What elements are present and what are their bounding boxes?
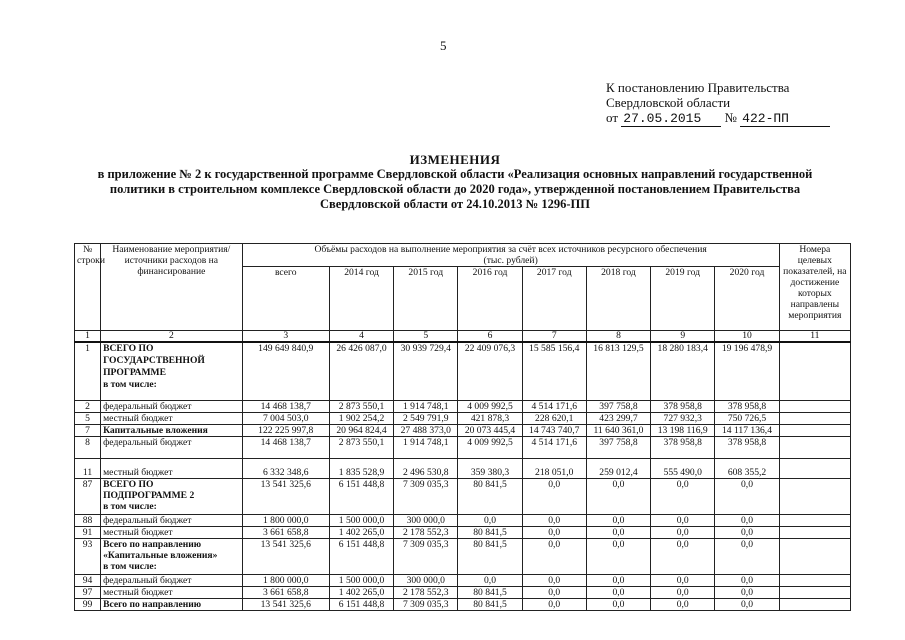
table-row	[75, 526, 851, 538]
value-cell: 0,0	[522, 574, 586, 586]
value-cell: 27 488 373,0	[394, 424, 458, 436]
value-cell: 727 932,3	[651, 412, 715, 424]
value-cell: 1 402 265,0	[329, 526, 393, 538]
row-name: местный бюджет	[103, 586, 173, 598]
table-row	[75, 598, 851, 610]
value-cell: 20 073 445,4	[458, 424, 522, 436]
target-cell	[779, 586, 850, 598]
value-cell: 7 309 035,3	[394, 478, 458, 514]
row-name-cell	[101, 598, 243, 610]
value-cell: 359 380,3	[458, 458, 522, 478]
table-row	[75, 458, 851, 478]
column-number: 8	[586, 331, 650, 343]
value-cell: 2 549 791,9	[394, 412, 458, 424]
value-cell: 15 585 156,4	[522, 342, 586, 400]
row-number: 8	[75, 436, 101, 458]
row-number: 99	[75, 598, 101, 610]
row-name: местный бюджет	[103, 526, 173, 538]
value-cell: 80 841,5	[458, 598, 522, 610]
approval-number: 422-ПП	[740, 111, 830, 127]
header-year: 2018 год	[586, 267, 650, 331]
table-row	[75, 574, 851, 586]
value-cell: 13 541 325,6	[242, 478, 329, 514]
row-number: 1	[75, 342, 101, 400]
value-cell: 13 198 116,9	[651, 424, 715, 436]
value-cell: 0,0	[651, 586, 715, 598]
value-cell: 4 514 171,6	[522, 436, 586, 458]
value-cell: 421 878,3	[458, 412, 522, 424]
column-number: 4	[329, 331, 393, 343]
row-name-cell	[101, 412, 243, 424]
title-line-1: в приложение № 2 к государственной программе Свердловской области «Реализация основных направлений государственной	[97, 167, 813, 181]
column-number: 2	[101, 331, 243, 343]
value-cell: 0,0	[715, 514, 779, 526]
row-subtitle: в том числе:	[103, 500, 157, 512]
row-number: 7	[75, 424, 101, 436]
value-cell: 300 000,0	[394, 514, 458, 526]
table-row	[75, 424, 851, 436]
row-name: федеральный бюджет	[103, 436, 192, 448]
value-cell: 2 178 552,3	[394, 586, 458, 598]
header-name: Наименование мероприятия/источники расходов на финансирование	[101, 244, 243, 331]
row-name-cell	[101, 478, 243, 514]
value-cell: 0,0	[586, 478, 650, 514]
value-cell: 0,0	[651, 574, 715, 586]
header-volumes	[242, 244, 779, 267]
row-name-cell	[101, 526, 243, 538]
value-cell: 378 958,8	[651, 436, 715, 458]
number-label: №	[724, 110, 737, 125]
value-cell: 0,0	[651, 598, 715, 610]
row-number: 97	[75, 586, 101, 598]
table-row	[75, 412, 851, 424]
value-cell: 22 409 076,3	[458, 342, 522, 400]
value-cell: 0,0	[651, 526, 715, 538]
header-units: (тыс. рублей)	[483, 255, 538, 266]
value-cell: 0,0	[522, 598, 586, 610]
approval-line-1: К постановлению Правительства	[606, 80, 790, 95]
value-cell: 1 914 748,1	[394, 436, 458, 458]
value-cell: 80 841,5	[458, 478, 522, 514]
table-row	[75, 538, 851, 574]
value-cell: 6 151 448,8	[329, 478, 393, 514]
header-volumes-text: Объёмы расходов на выполнение мероприятия за счёт всех источников ресурсного обеспечения	[314, 244, 707, 255]
title-heading: ИЗМЕНЕНИЯ	[409, 152, 501, 167]
row-name-cell	[101, 538, 243, 574]
value-cell: 1 500 000,0	[329, 514, 393, 526]
value-cell: 0,0	[715, 574, 779, 586]
value-cell: 555 490,0	[651, 458, 715, 478]
value-cell: 4 009 992,5	[458, 400, 522, 412]
value-cell: 14 743 740,7	[522, 424, 586, 436]
row-number: 93	[75, 538, 101, 574]
target-cell	[779, 526, 850, 538]
document-title	[60, 152, 850, 212]
value-cell: 0,0	[715, 538, 779, 574]
row-name-cell	[101, 458, 243, 478]
value-cell: 19 196 478,9	[715, 342, 779, 400]
value-cell: 80 841,5	[458, 526, 522, 538]
header-year: 2019 год	[651, 267, 715, 331]
column-number: 11	[779, 331, 850, 343]
row-name: ВСЕГО ПО ПОДПРОГРАММЕ 2	[103, 478, 195, 501]
column-number: 3	[242, 331, 329, 343]
row-name: ВСЕГО ПО ГОСУДАРСТВЕННОЙ ПРОГРАММЕ	[103, 343, 205, 378]
value-cell: 7 309 035,3	[394, 538, 458, 574]
row-number: 94	[75, 574, 101, 586]
value-cell: 13 541 325,6	[242, 598, 329, 610]
row-number: 11	[75, 458, 101, 478]
row-name: федеральный бюджет	[103, 514, 192, 526]
value-cell: 0,0	[715, 526, 779, 538]
approval-line-2: Свердловской области	[606, 95, 731, 110]
target-cell	[779, 400, 850, 412]
row-name-cell	[101, 436, 243, 458]
value-cell: 80 841,5	[458, 538, 522, 574]
target-cell	[779, 458, 850, 478]
value-cell: 80 841,5	[458, 586, 522, 598]
target-cell	[779, 436, 850, 458]
value-cell: 2 873 550,1	[329, 400, 393, 412]
target-cell	[779, 424, 850, 436]
value-cell: 2 496 530,8	[394, 458, 458, 478]
value-cell: 122 225 997,8	[242, 424, 329, 436]
value-cell: 750 726,5	[715, 412, 779, 424]
value-cell: 0,0	[522, 526, 586, 538]
header-year: 2015 год	[394, 267, 458, 331]
budget-table	[74, 243, 851, 611]
value-cell: 26 426 087,0	[329, 342, 393, 400]
approval-date: 27.05.2015	[621, 111, 721, 127]
row-number: 87	[75, 478, 101, 514]
value-cell: 0,0	[458, 574, 522, 586]
row-name-cell	[101, 574, 243, 586]
row-subtitle: в том числе:	[103, 560, 157, 572]
value-cell: 1 500 000,0	[329, 574, 393, 586]
value-cell: 11 640 361,0	[586, 424, 650, 436]
value-cell: 0,0	[715, 478, 779, 514]
value-cell: 0,0	[522, 514, 586, 526]
value-cell: 0,0	[522, 478, 586, 514]
row-name-cell	[101, 514, 243, 526]
value-cell: 3 661 658,8	[242, 526, 329, 538]
row-number: 2	[75, 400, 101, 412]
target-cell	[779, 412, 850, 424]
row-name-cell	[101, 424, 243, 436]
value-cell: 2 178 552,3	[394, 526, 458, 538]
value-cell: 0,0	[586, 526, 650, 538]
value-cell: 1 402 265,0	[329, 586, 393, 598]
row-name: федеральный бюджет	[103, 400, 192, 412]
value-cell: 378 958,8	[715, 436, 779, 458]
value-cell: 0,0	[651, 538, 715, 574]
from-label: от	[606, 110, 619, 125]
value-cell: 0,0	[586, 514, 650, 526]
value-cell: 378 958,8	[715, 400, 779, 412]
column-number-row	[75, 331, 851, 343]
row-name: Всего по направлению	[103, 598, 202, 610]
value-cell: 423 299,7	[586, 412, 650, 424]
header-targets: Номера целевых показателей, на достижение которых направлены мероприятия	[779, 244, 850, 331]
row-name: Капитальные вложения	[103, 424, 208, 436]
value-cell: 6 332 348,6	[242, 458, 329, 478]
column-number: 1	[75, 331, 101, 343]
value-cell: 0,0	[458, 514, 522, 526]
value-cell: 397 758,8	[586, 436, 650, 458]
value-cell: 14 468 138,7	[242, 436, 329, 458]
column-number: 9	[651, 331, 715, 343]
value-cell: 0,0	[522, 586, 586, 598]
value-cell: 0,0	[651, 514, 715, 526]
value-cell: 300 000,0	[394, 574, 458, 586]
column-number: 6	[458, 331, 522, 343]
table-row	[75, 342, 851, 400]
target-cell	[779, 598, 850, 610]
column-number: 7	[522, 331, 586, 343]
value-cell: 3 661 658,8	[242, 586, 329, 598]
value-cell: 0,0	[715, 586, 779, 598]
column-number: 10	[715, 331, 779, 343]
value-cell: 0,0	[586, 598, 650, 610]
page-number: 5	[440, 38, 447, 53]
value-cell: 0,0	[586, 538, 650, 574]
value-cell: 6 151 448,8	[329, 538, 393, 574]
value-cell: 1 914 748,1	[394, 400, 458, 412]
approval-block	[606, 80, 830, 127]
value-cell: 0,0	[586, 586, 650, 598]
table-row	[75, 586, 851, 598]
approval-date-line	[606, 110, 830, 127]
value-cell: 18 280 183,4	[651, 342, 715, 400]
value-cell: 20 964 824,4	[329, 424, 393, 436]
title-line-2: политики в строительном комплексе Свердловской области до 2020 года», утвержденной постановлением Правительства	[109, 182, 801, 196]
header-year: 2020 год	[715, 267, 779, 331]
table-row	[75, 478, 851, 514]
value-cell: 16 813 129,5	[586, 342, 650, 400]
header-row-no: № строки	[75, 244, 101, 331]
header-year: 2017 год	[522, 267, 586, 331]
value-cell: 13 541 325,6	[242, 538, 329, 574]
value-cell: 149 649 840,9	[242, 342, 329, 400]
row-subtitle: в том числе:	[103, 379, 157, 390]
row-name-cell	[101, 342, 243, 400]
header-year: 2014 год	[329, 267, 393, 331]
value-cell: 0,0	[586, 574, 650, 586]
column-number: 5	[394, 331, 458, 343]
value-cell: 0,0	[651, 478, 715, 514]
title-line-3: Свердловской области от 24.10.2013 № 1296-ПП	[320, 197, 590, 211]
value-cell: 2 873 550,1	[329, 436, 393, 458]
row-number: 5	[75, 412, 101, 424]
value-cell: 7 309 035,3	[394, 598, 458, 610]
value-cell: 378 958,8	[651, 400, 715, 412]
value-cell: 0,0	[522, 538, 586, 574]
value-cell: 228 620,1	[522, 412, 586, 424]
row-number: 91	[75, 526, 101, 538]
value-cell: 218 051,0	[522, 458, 586, 478]
value-cell: 259 012,4	[586, 458, 650, 478]
row-name: федеральный бюджет	[103, 574, 192, 586]
value-cell: 0,0	[715, 598, 779, 610]
value-cell: 1 902 254,2	[329, 412, 393, 424]
value-cell: 14 468 138,7	[242, 400, 329, 412]
value-cell: 397 758,8	[586, 400, 650, 412]
target-cell	[779, 514, 850, 526]
value-cell: 30 939 729,4	[394, 342, 458, 400]
row-name: Всего по направлению «Капитальные вложения»	[103, 538, 218, 561]
header-year: 2016 год	[458, 267, 522, 331]
row-number: 88	[75, 514, 101, 526]
value-cell: 1 835 528,9	[329, 458, 393, 478]
row-name-cell	[101, 586, 243, 598]
value-cell: 14 117 136,4	[715, 424, 779, 436]
table-row	[75, 436, 851, 458]
value-cell: 7 004 503,0	[242, 412, 329, 424]
value-cell: 1 800 000,0	[242, 574, 329, 586]
target-cell	[779, 342, 850, 400]
target-cell	[779, 478, 850, 514]
value-cell: 4 009 992,5	[458, 436, 522, 458]
target-cell	[779, 574, 850, 586]
row-name: местный бюджет	[103, 466, 173, 478]
value-cell: 4 514 171,6	[522, 400, 586, 412]
target-cell	[779, 538, 850, 574]
row-name: местный бюджет	[103, 412, 173, 424]
table-row	[75, 400, 851, 412]
value-cell: 1 800 000,0	[242, 514, 329, 526]
header-year: всего	[242, 267, 329, 331]
table-row	[75, 514, 851, 526]
value-cell: 608 355,2	[715, 458, 779, 478]
value-cell: 6 151 448,8	[329, 598, 393, 610]
row-name-cell	[101, 400, 243, 412]
